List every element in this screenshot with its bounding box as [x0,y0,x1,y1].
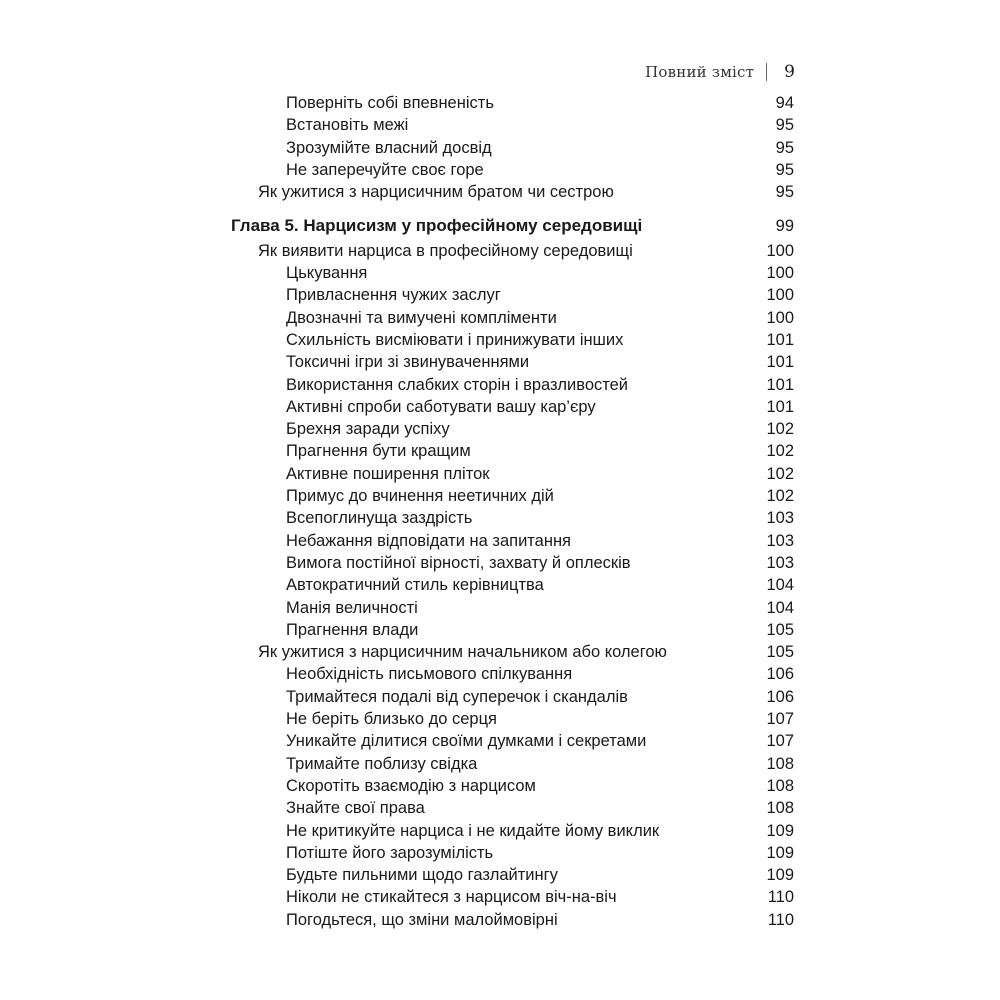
toc-entry-page: 107 [766,710,794,729]
running-head [645,60,795,84]
toc-entry-title: Ніколи не стикайтеся з нарцисом віч-на-віч [286,888,617,907]
toc-subsection-entry [0,663,1000,685]
toc-entry-page: 102 [766,464,794,483]
toc-subsection-entry [0,159,1000,181]
toc-entry-title: Прагнення влади [286,620,419,639]
toc-entry-title: Автократичний стиль керівництва [286,576,544,595]
toc-subsection-entry [0,530,1000,552]
toc-entry-title: Тримайтеся подалі від суперечок і скандалів [286,687,628,706]
toc-subsection-entry [0,92,1000,114]
toc-entry-title: Не беріть близько до серця [286,710,497,729]
toc-entry-page: 109 [766,866,794,885]
toc-entry-title: Не заперечуйте своє горе [286,160,484,179]
toc-subsection-entry [0,329,1000,351]
toc-entry-page: 99 [775,217,794,236]
page-number: 9 [784,62,795,82]
toc-entry-page: 101 [766,397,794,416]
toc-entry-title: Потіште його зарозумілість [286,843,494,862]
toc-subsection-entry [0,775,1000,797]
toc-subsection-entry [0,374,1000,396]
toc-entry-title: Як ужитися з нарцисичним братом чи сестрою [258,183,614,202]
toc-entry-page: 106 [766,665,794,684]
toc-entry-page: 109 [766,821,794,840]
toc-entry-title: Скоротіть взаємодію з нарцисом [286,776,536,795]
toc-entry-page: 107 [766,732,794,751]
toc-entry-title: Як ужитися з нарцисичним начальником або колегою [258,643,667,662]
toc-entry-page: 108 [766,799,794,818]
toc-entry-title: Зрозумійте власний досвід [286,138,492,157]
toc-subsection-entry [0,137,1000,159]
toc-entry-page: 104 [766,598,794,617]
toc-subsection-entry [0,708,1000,730]
toc-subsection-entry [0,396,1000,418]
toc-entry-title: Поверніть собі впевненість [286,94,494,112]
toc-entry-page: 103 [766,531,794,550]
toc-subsection-entry [0,909,1000,931]
toc-entry-page: 102 [766,442,794,461]
toc-entry-page: 110 [767,910,794,929]
toc-entry-title: Манія величності [286,598,418,617]
toc-subsection-entry [0,730,1000,752]
toc-entry-page: 94 [775,94,794,112]
toc-entry-title: Будьте пильними щодо газлайтингу [286,866,558,885]
toc-subsection-entry [0,463,1000,485]
toc-subsection-entry [0,351,1000,373]
toc-entry-page: 100 [766,308,794,327]
toc-subsection-entry [0,262,1000,284]
toc-entry-page: 110 [767,888,794,907]
toc-entry-page: 103 [766,553,794,572]
toc-subsection-entry [0,418,1000,440]
toc-entry-page: 101 [766,330,794,349]
toc-subsection-entry [0,485,1000,507]
toc-entry-page: 95 [775,183,794,202]
toc-entry-page: 109 [766,843,794,862]
toc-entry-page: 95 [775,160,794,179]
toc-entry-page: 102 [766,487,794,506]
toc-entry-title: Тримайте поблизу свідка [286,754,478,773]
toc-entry-page: 100 [766,264,794,283]
toc-subsection-entry [0,307,1000,329]
toc-entry-page: 108 [766,754,794,773]
toc-entry-title: Прагнення бути кращим [286,442,471,461]
toc-entry-title: Схильність висміювати і принижувати інших [286,330,624,349]
toc-subsection-entry [0,507,1000,529]
toc-entry-page: 108 [766,776,794,795]
toc-entry-title: Уникайте ділитися своїми думками і секретами [286,732,647,751]
toc-subsection-entry [0,284,1000,306]
toc-entry-title: Двозначні та вимучені компліменти [286,308,557,327]
toc-entry-title: Примус до вчинення неетичних дій [286,487,554,506]
toc-entry-page: 105 [766,643,794,662]
toc-entry-page: 95 [775,138,794,157]
toc-section-entry [0,641,1000,663]
toc-entry-page: 103 [766,509,794,528]
running-head-divider [766,63,767,81]
toc-entry-page: 102 [766,420,794,439]
toc-subsection-entry [0,597,1000,619]
toc-entry-title: Погодьтеся, що зміни малоймовірні [286,910,558,929]
toc-entry-title: Вимога постійної вірності, захвату й оплесків [286,553,631,572]
toc-entry-title: Як виявити нарциса в професійному середовищі [258,241,633,260]
toc-entry-page: 105 [766,620,794,639]
toc-subsection-entry [0,842,1000,864]
toc-subsection-entry [0,686,1000,708]
toc-chapter-entry [0,215,1000,237]
toc-section-entry [0,181,1000,203]
toc-subsection-entry [0,797,1000,819]
toc-entry-title: Цькування [286,264,368,283]
toc-entry-page: 104 [766,576,794,595]
toc-entry-title: Не критикуйте нарциса і не кидайте йому виклик [286,821,660,840]
toc-entry-title: Глава 5. Нарцисизм у професійному середовищі [231,216,643,236]
toc-entry-page: 100 [766,241,794,260]
table-of-contents [0,92,1000,931]
toc-entry-page: 95 [775,116,794,135]
toc-subsection-entry [0,864,1000,886]
toc-entry-title: Токсичні ігри зі звинуваченнями [286,353,530,372]
toc-entry-title: Активні спроби саботувати вашу кар’єру [286,397,596,416]
toc-subsection-entry [0,552,1000,574]
toc-subsection-entry [0,886,1000,908]
toc-entry-title: Брехня заради успіху [286,420,450,439]
toc-subsection-entry [0,574,1000,596]
toc-entry-title: Використання слабких сторін і вразливостей [286,375,629,394]
toc-subsection-entry [0,440,1000,462]
toc-entry-title: Необхідність письмового спілкування [286,665,573,684]
toc-subsection-entry [0,820,1000,842]
toc-section-entry [0,240,1000,262]
toc-entry-page: 101 [766,375,794,394]
toc-entry-title: Знайте свої права [286,799,425,818]
toc-subsection-entry [0,753,1000,775]
toc-entry-page: 101 [766,353,794,372]
toc-subsection-entry [0,619,1000,641]
toc-entry-title: Активне поширення пліток [286,464,490,483]
toc-entry-title: Встановіть межі [286,116,409,135]
toc-entry-title: Привласнення чужих заслуг [286,286,501,305]
running-head-title: Повний зміст [645,63,755,81]
toc-entry-page: 100 [766,286,794,305]
toc-entry-title: Всепоглинуща заздрість [286,509,473,528]
toc-entry-page: 106 [766,687,794,706]
toc-entry-title: Небажання відповідати на запитання [286,531,571,550]
toc-subsection-entry [0,114,1000,136]
